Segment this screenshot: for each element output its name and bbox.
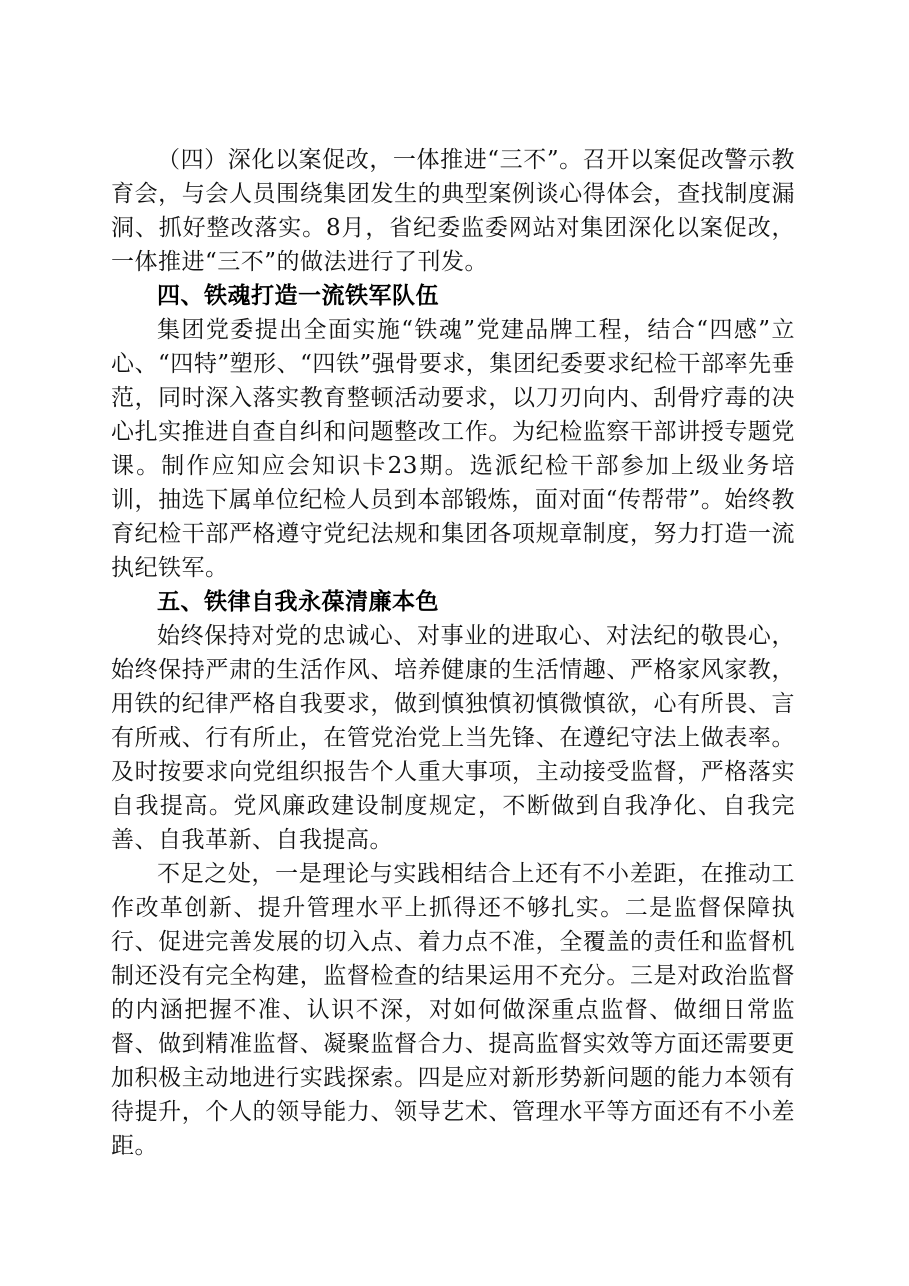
paragraph-shortcomings: 不足之处，一是理论与实践相结合上还有不小差距，在推动工作改革创新、提升管理水平上抓得还不够扎实。二是监督保障执行、促进完善发展的切入点、着力点不准，全覆盖的责任和监督机制还没有完全构建，监督检查的结果运用不充分。三是对政治监督的内涵把握不准、认识不深，对如何做深重点监督、做细日常监督、做到精准监督、凝聚监督合力、提高监督实效等方面还需要更加积极主动地进行实践探索。四是应对新形势新问题的能力本领有待提升，个人的领导能力、领导艺术、管理水平等方面还有不小差距。 [111,861,795,1159]
paragraph-deepen-case-reform: （四）深化以案促改，一体推进“三不”。召开以案促改警示教育会，与会人员围绕集团发生的典型案例谈心得体会，查找制度漏洞、抓好整改落实。8月，省纪委监委网站对集团深化以案促改，一体推进“三不”的做法进行了刊发。 [111,147,795,275]
paragraph-iron-soul-team: 集团党委提出全面实施“铁魂”党建品牌工程，结合“四感”立心、“四特”塑形、“四铁”强骨要求，集团纪委要求纪检干部率先垂范，同时深入落实教育整顿活动要求，以刀刃向内、刮骨疗毒的决心扎实推进自查自纠和问题整改工作。为纪检监察干部讲授专题党课。制作应知应会知识卡23期。选派纪检干部参加上级业务培训，抽选下属单位纪检人员到本部锻炼，面对面“传帮带”。始终教育纪检干部严格遵守党纪法规和集团各项规章制度，努力打造一流执纪铁军。 [111,317,795,581]
section-heading-iron-soul: 四、铁魂打造一流铁军队伍 [157,283,439,309]
section-heading-iron-discipline: 五、铁律自我永葆清廉本色 [157,589,439,615]
document-body [111,143,795,1163]
paragraph-iron-discipline: 始终保持对党的忠诚心、对事业的进取心、对法纪的敬畏心，始终保持严肃的生活作风、培养健康的生活情趣、严格家风家教，用铁的纪律严格自我要求，做到慎独慎初慎微慎欲，心有所畏、言有所戒、行有所止，在管党治党上当先锋、在遵纪守法上做表率。及时按要求向党组织报告个人重大事项，主动接受监督，严格落实自我提高。党风廉政建设制度规定，不断做到自我净化、自我完善、自我革新、自我提高。 [111,623,795,853]
